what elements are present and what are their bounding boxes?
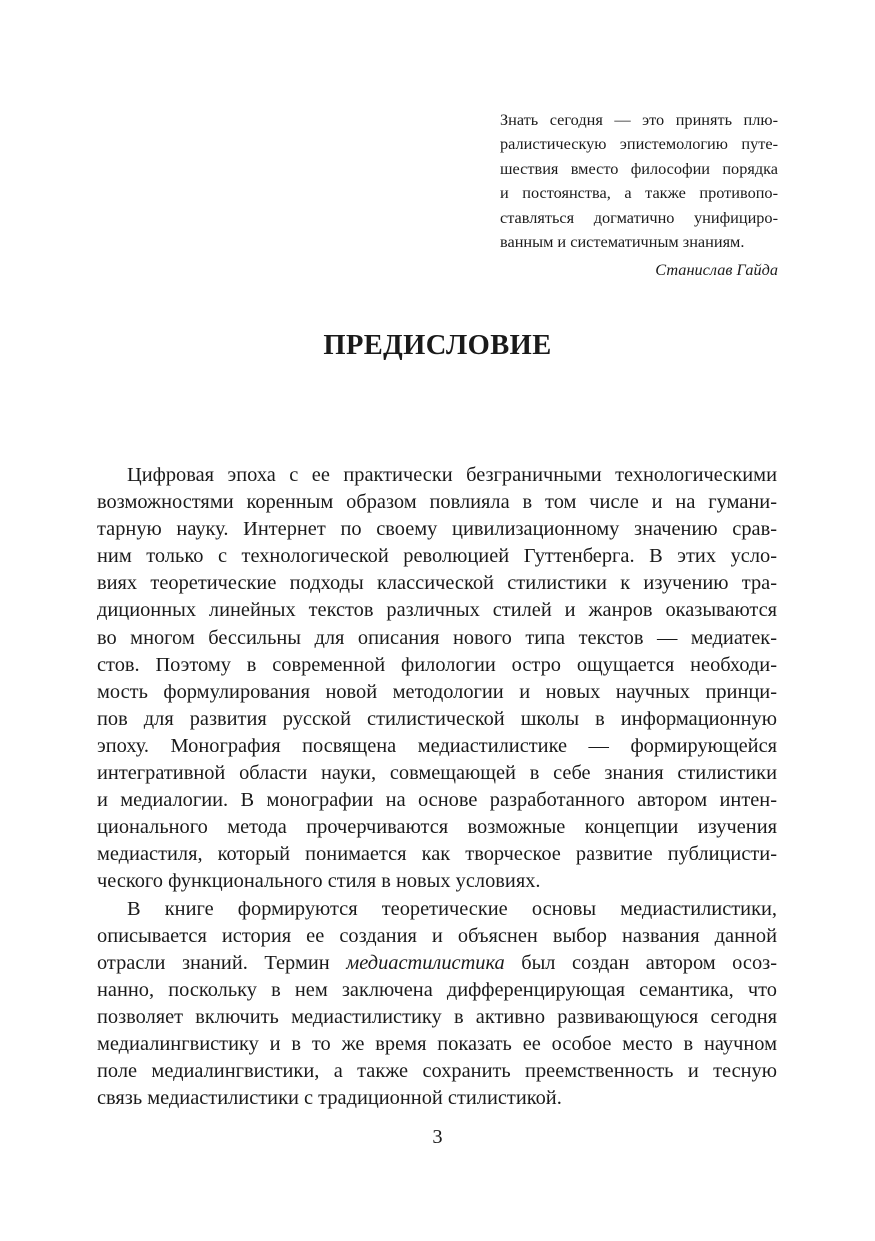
text-line: стов. Поэтому в современной филологии остро ощущается необходи- [97,653,777,676]
page-title: ПРЕДИСЛОВИЕ [323,330,552,361]
text-line: возможностями коренным образом повлияла в том числе и на гумани- [97,491,777,514]
epigraph [500,108,778,281]
text-line: В книге формируются теоретические основы медиастилистики, [127,897,777,920]
text-line: тарную науку. Интернет по своему цивилизационному значению срав- [97,518,777,541]
text-line: Цифровая эпоха с ее практически безграничными технологическими [127,464,777,486]
text-line-with-term [97,950,777,977]
text-line: связь медиастилистики с традиционной стилистикой. [97,1087,562,1110]
text-fragment: был создан автором осоз- [521,951,777,974]
text-line: диционных линейных текстов различных стилей и жанров оказываются [97,599,777,622]
text-fragment: отрасли знаний. Термин [97,951,330,974]
text-line: эпоху. Монография посвящена медиастилистике — формирующейся [97,734,777,757]
epigraph-author: Станислав Гайда [655,260,778,280]
text-line: позволяет включить медиастилистику в активно развивающуюся сегодня [97,1005,777,1028]
text-line: ним только с технологической революцией Гуттенберга. В этих усло- [97,545,777,568]
page-number: 3 [432,1126,443,1148]
paragraph [97,462,777,896]
epigraph-line: шествия вместо философии порядка [500,158,778,178]
text-line: и медиалогии. В монографии на основе разработанного автором интен- [97,789,777,812]
term-mediastilistika: медиастилистика [346,951,505,974]
epigraph-line: Знать сегодня — это принять плю- [500,110,778,129]
text-line: интегративной области науки, совмещающей в себе знания стилистики [97,762,777,785]
body-text [97,462,777,1112]
epigraph-line: ралистическую эпистемологию путе- [500,134,778,154]
text-line: поле медиалингвистики, а также сохранить преемственность и тесную [97,1060,777,1083]
text-line: медиастиля, который понимается как творческое развитие публицисти- [97,843,777,866]
paragraph [97,896,777,1113]
text-line: медиалингвистику и в то же время показать ее особое место в научном [97,1032,777,1055]
text-line: нанно, поскольку в нем заключена дифференцирующая семантика, что [97,978,777,1001]
text-line: пов для развития русской стилистической школы в информационную [97,707,777,730]
text-line: мость формулирования новой методологии и новых научных принци- [97,680,777,703]
text-line: во многом бессильны для описания нового типа текстов — медиатек- [97,626,777,649]
text-line: ционального метода прочерчиваются возможные концепции изучения [97,816,777,839]
epigraph-line: ванным и систематичным знаниям. [500,231,745,251]
text-line: виях теоретические подходы классической стилистики к изучению тра- [97,572,777,595]
text-line: ческого функционального стиля в новых условиях. [97,870,541,893]
epigraph-line: и постоянства, а также противопо- [500,183,778,203]
epigraph-line: ставляться догматично унифициро- [500,207,778,227]
text-line: описывается история ее создания и объяснен выбор названия данной [97,924,777,947]
